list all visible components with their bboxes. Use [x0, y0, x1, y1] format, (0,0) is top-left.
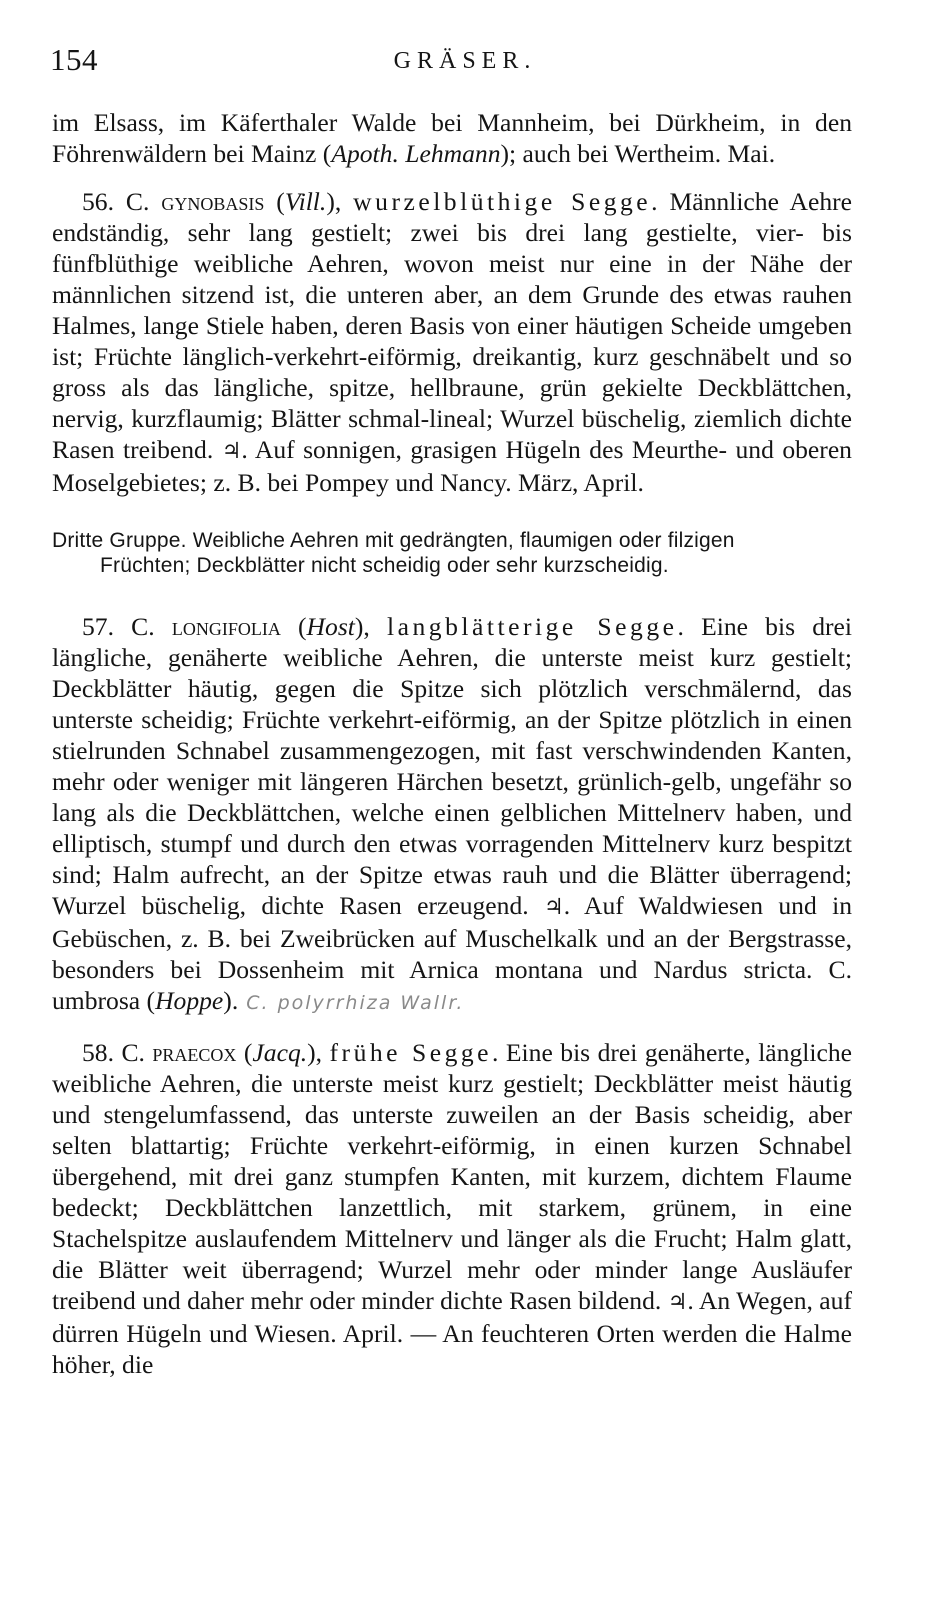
group-heading-line-1: Dritte Gruppe. Weibliche Aehren mit gedrängten, flaumigen oder filzigen — [52, 529, 735, 552]
species-57-tail: ). — [223, 986, 239, 1015]
species-56-author: Vill. — [284, 187, 327, 216]
species-58-common-name: frühe Segge — [329, 1038, 493, 1067]
species-57-author-open: ( — [280, 612, 307, 641]
species-56-author-close: ), — [326, 187, 354, 216]
species-57-author-close: ), — [354, 612, 388, 641]
species-58-description: . Eine bis drei genäherte, längliche weibliche Aehren, die unterste meist kurz gestielt; Deckblätter meist häutig und stengelumfassend, das unterste zuweilen an der Basis scheidig, aber selten blattartig; Früchte verkehrt-eiförmig, in einen kurzen Schnabel übergehend, mit drei ganz stumpfen Kanten, mit kurzem, dichtem Flaume bedeckt; Deckblättchen lanzettlich, mit starkem, grünem, in eine Stachelspitze auslaufendem Mittelnerv und länger als die Frucht; Halm glatt, die Blätter weit überragend; Wurzel mehr oder minder lange Ausläufer treibend und daher mehr oder minder dichte Rasen bildend. — [52, 1038, 852, 1315]
handwritten-annotation: C. polyrrhiza Wallr. — [246, 992, 465, 1014]
species-56-author-open: ( — [264, 187, 285, 216]
species-57-description: . Eine bis drei längliche, genäherte weibliche Aehren, die unterste meist kurz gestielt; Deckblätter häutig, gegen die Spitze sich plötzlich verschmälernd, das unterste scheidig; Früchte verkehrt-eiförmig, an der Spitze plötzlich in einen stielrunden Schnabel zusammengezogen, mit fast verschwindenden Kanten, mehr oder weniger mit längeren Härchen besetzt, grünlich-gelb, ungefähr so lang als die Deckblättchen, welche einen gelblichen Mittelnerv haben, und elliptisch, stumpf und durch den etwas vorragenden Mittelnerv kurz bespitzt sind; Halm aufrecht, an der Spitze etwas rauh und die Blätter überragend; Wurzel büschelig, dichte Rasen erzeugend. — [52, 612, 853, 920]
perennial-symbol: ♃ — [543, 895, 564, 920]
species-57-common-name: langblätterige Segge — [387, 612, 678, 641]
group-heading-line-2: Früchten; Deckblätter nicht scheidig oder sehr kurzscheidig. — [100, 554, 669, 577]
species-58-author-close: ), — [307, 1038, 330, 1067]
species-57-entry — [52, 611, 852, 1019]
species-56-entry — [52, 186, 852, 498]
perennial-symbol: ♃ — [667, 1290, 688, 1315]
species-56-description: . Männliche Aehre endständig, sehr lang gestielt; zwei bis drei lang gestielte, vier- bis fünfblüthige weibliche Aehren, wovon meist nur eine in der Nähe der männlichen sitzend ist, die unteren aber, an dem Grunde des etwas rauhen Halmes, lange Stiele haben, deren Basis von einer häutigen Scheide umgeben ist; Früchte länglich-verkehrt-eiförmig, dreikantig, kurz geschnäbelt und so gross als das längliche, spitze, hellbraune, grün gekielte Deckblättchen, nervig, kurzflaumig; Blätter schmal-lineal; Wurzel büschelig, ziemlich dichte Rasen treibend. — [52, 187, 852, 464]
species-58-habitat: . An Wegen, auf dürren Hügeln und Wiesen. April. — An feuchteren Orten werden die Halme höher, die — [52, 1286, 852, 1379]
species-56-habitat: . Auf sonnigen, grasigen Hügeln des Meurthe- und oberen Moselgebietes; z. B. bei Pompey und Nancy. März, April. — [52, 435, 852, 497]
running-head: GRÄSER. — [393, 48, 537, 74]
species-56-number: 56. C. — [82, 187, 162, 216]
page-body — [52, 107, 852, 1380]
species-57-number: 57. C. — [82, 612, 172, 641]
intro-paragraph — [52, 107, 852, 169]
species-58-author: Jacq. — [252, 1038, 308, 1067]
species-57-citation: Hoppe — [155, 986, 224, 1015]
page-number: 154 — [50, 42, 98, 77]
species-58-name: praecox — [152, 1038, 237, 1067]
species-56-common-name: wurzelblüthige Segge — [353, 187, 652, 216]
group-heading — [52, 528, 852, 578]
species-58-author-open: ( — [236, 1038, 253, 1067]
perennial-symbol: ♃ — [221, 439, 242, 464]
species-57-author: Host — [306, 612, 355, 641]
species-58-number: 58. C. — [82, 1038, 153, 1067]
intro-citation: Apoth. Lehmann — [331, 139, 501, 168]
species-58-entry — [52, 1037, 852, 1380]
species-56-name: gynobasis — [161, 187, 265, 216]
species-57-habitat: . Auf Waldwiesen und in Gebüschen, z. B. bei Zweibrücken auf Muschelkalk und an der Bergstrasse, besonders bei Dossenheim mit Arnica montana und Nardus stricta. C. umbrosa ( — [52, 891, 852, 1015]
page-header — [50, 42, 880, 82]
intro-tail: ); auch bei Wertheim. Mai. — [500, 139, 776, 168]
intro-text: im Elsass, im Käferthaler Walde bei Mannheim, bei Dürkheim, in den Föhrenwäldern bei Mainz ( — [52, 108, 852, 168]
species-57-name: longifolia — [171, 612, 281, 641]
